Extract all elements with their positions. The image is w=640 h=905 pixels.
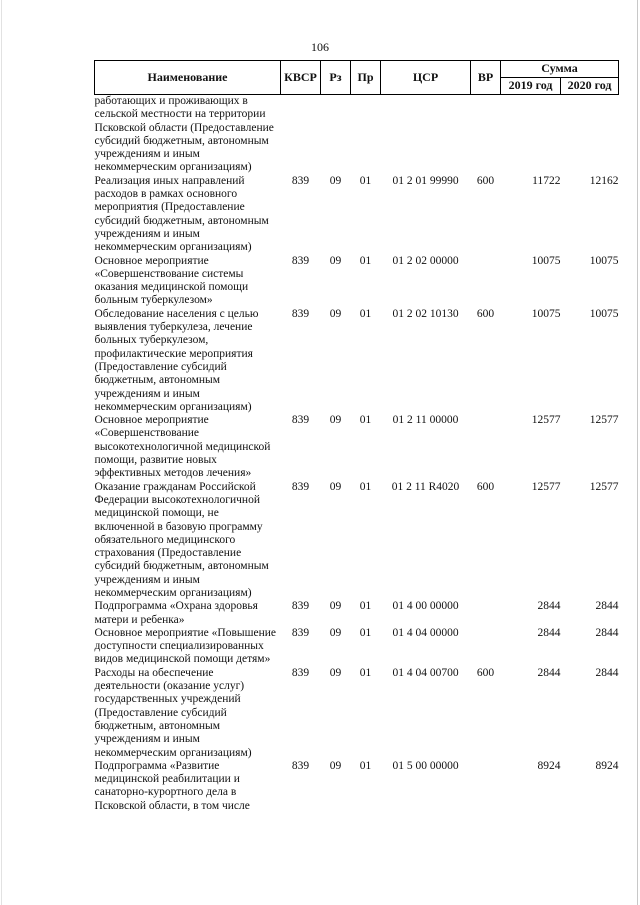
row-kvsr: 839 [291, 759, 310, 772]
page-number: 106 [311, 40, 329, 54]
table-header [95, 61, 619, 95]
header-kvsr: КВСР [281, 61, 321, 95]
row-vr: 600 [476, 307, 495, 320]
row-rz: 09 [329, 759, 342, 772]
row-sum-2019: 12577 [531, 480, 561, 493]
row-rz: 09 [329, 174, 342, 187]
row-name: Основное мероприятие «Совершенствование системы оказания медицинской помощи больным туберкулезом» [94, 254, 249, 307]
row-kvsr: 839 [291, 626, 310, 639]
row-sum-2019: 10075 [531, 307, 561, 320]
table-row [95, 175, 619, 255]
row-csr: 01 2 11 R4020 [391, 480, 460, 493]
row-vr [471, 600, 501, 627]
row-name: Реализация иных направлений расходов в рамках основного мероприятия (Предоставление субсидий бюджетным, автономным учреждениям и иным некоммерческим организациям) [94, 174, 269, 254]
table-body [95, 95, 619, 814]
row-name: Подпрограмма «Охрана здоровья матери и ребенка» [94, 600, 258, 626]
row-csr: 01 2 11 00000 [392, 414, 459, 427]
row-kvsr: 839 [291, 174, 310, 187]
row-rz: 09 [329, 414, 342, 427]
row-pr: 01 [359, 414, 372, 427]
row-name: Основное мероприятие «Совершенствование высокотехнологичной медицинской помощи, развитие новых эффективных методов лечения» [94, 414, 271, 480]
row-sum-2020: 10075 [589, 307, 619, 320]
row-pr: 01 [359, 626, 372, 639]
row-sum-2019: 2844 [537, 666, 561, 679]
row-name: Оказание гражданам Российской Федерации высокотехнологичной медицинской помощи, не включенной в базовую программу обязательного медицинского страхования (Предоставление субсидий бюджетным, автономным учреждениям и иным некоммерческим организациям) [94, 480, 269, 599]
table-row [95, 308, 619, 414]
row-pr: 01 [359, 666, 372, 679]
row-vr: 600 [476, 480, 495, 493]
table-row [95, 627, 619, 667]
row-sum-2019: 11722 [532, 174, 561, 187]
row-sum-2020: 2844 [595, 626, 619, 639]
row-sum-2020: 8924 [595, 759, 619, 772]
header-name: Наименование [95, 61, 281, 95]
row-sum-2020: 10075 [589, 254, 619, 267]
header-year-2019: 2019 год [501, 78, 561, 95]
row-sum-2020: 2844 [595, 666, 619, 679]
table-row [95, 95, 619, 175]
scan-edge-left [1, 0, 2, 905]
row-sum-2019 [501, 95, 561, 175]
row-csr: 01 2 02 10130 [392, 307, 459, 320]
header-csr: ЦСР [381, 61, 471, 95]
row-sum-2020: 12577 [589, 480, 619, 493]
table-row [95, 760, 619, 813]
row-name: Обследование населения с целью выявления туберкулеза, лечение больных туберкулезом, профилактические мероприятия (Предоставление субсидий бюджетным, автономным учреждениям и иным некоммерческим организациям) [94, 307, 259, 413]
row-sum-2019: 10075 [531, 254, 561, 267]
row-pr: 01 [359, 759, 372, 772]
row-csr [381, 95, 471, 175]
row-csr: 01 4 04 00000 [392, 626, 459, 639]
row-pr: 01 [359, 600, 372, 613]
row-vr: 600 [476, 666, 495, 679]
row-pr: 01 [359, 307, 372, 320]
row-csr: 01 5 00 00000 [392, 759, 459, 772]
row-sum-2019: 2844 [537, 626, 561, 639]
row-vr [471, 627, 501, 667]
row-rz: 09 [329, 600, 342, 613]
row-kvsr: 839 [291, 600, 310, 613]
row-sum-2019: 2844 [537, 600, 561, 613]
table-row [95, 667, 619, 760]
row-name: работающих и проживающих в сельской местности на территории Псковской области (Предоставление субсидий бюджетным, автономным учреждениям и иным некоммерческим организациям) [94, 95, 274, 174]
table-row [95, 255, 619, 308]
row-csr: 01 2 01 99990 [392, 174, 459, 187]
row-sum-2020: 2844 [595, 600, 619, 613]
row-csr: 01 4 00 00000 [392, 600, 459, 613]
row-sum-2020: 12577 [589, 414, 619, 427]
row-rz: 09 [329, 626, 342, 639]
row-vr [471, 414, 501, 480]
row-vr [471, 760, 501, 813]
row-sum-2020: 12162 [589, 174, 619, 187]
table-row [95, 600, 619, 627]
header-vr: ВР [471, 61, 501, 95]
row-name: Расходы на обеспечение деятельности (оказание услуг) государственных учреждений (Предоставление субсидий бюджетным, автономным учреждениям и иным некоммерческим организациям) [94, 666, 252, 759]
row-sum-2020 [561, 95, 619, 175]
row-pr: 01 [359, 480, 372, 493]
row-vr [471, 95, 501, 175]
header-pr: Пр [351, 61, 381, 95]
row-sum-2019: 12577 [531, 414, 561, 427]
row-kvsr: 839 [291, 307, 310, 320]
row-kvsr: 839 [291, 666, 310, 679]
table-row [95, 414, 619, 480]
row-rz [321, 95, 351, 175]
row-rz: 09 [329, 254, 342, 267]
row-kvsr [281, 95, 321, 175]
row-sum-2019: 8924 [537, 759, 561, 772]
header-sum: Сумма [501, 61, 619, 78]
row-pr: 01 [359, 174, 372, 187]
scan-edge-right [637, 0, 638, 905]
row-csr: 01 2 02 00000 [392, 254, 459, 267]
row-kvsr: 839 [291, 254, 310, 267]
row-name: Подпрограмма «Развитие медицинской реабилитации и санаторно-курортного дела в Псковской области, в том числе [94, 759, 250, 812]
row-kvsr: 839 [291, 414, 310, 427]
row-vr: 600 [476, 174, 495, 187]
row-csr: 01 4 04 00700 [392, 666, 459, 679]
row-pr: 01 [359, 254, 372, 267]
row-vr [471, 255, 501, 308]
header-rz: Рз [321, 61, 351, 95]
row-kvsr: 839 [291, 480, 310, 493]
header-year-2020: 2020 год [561, 78, 619, 95]
row-rz: 09 [329, 307, 342, 320]
row-name: Основное мероприятие «Повышение доступности специализированных видов медицинской помощи детям» [94, 626, 276, 666]
row-rz: 09 [329, 480, 342, 493]
row-pr [351, 95, 381, 175]
table-row [95, 481, 619, 601]
budget-table [94, 60, 619, 813]
row-rz: 09 [329, 666, 342, 679]
